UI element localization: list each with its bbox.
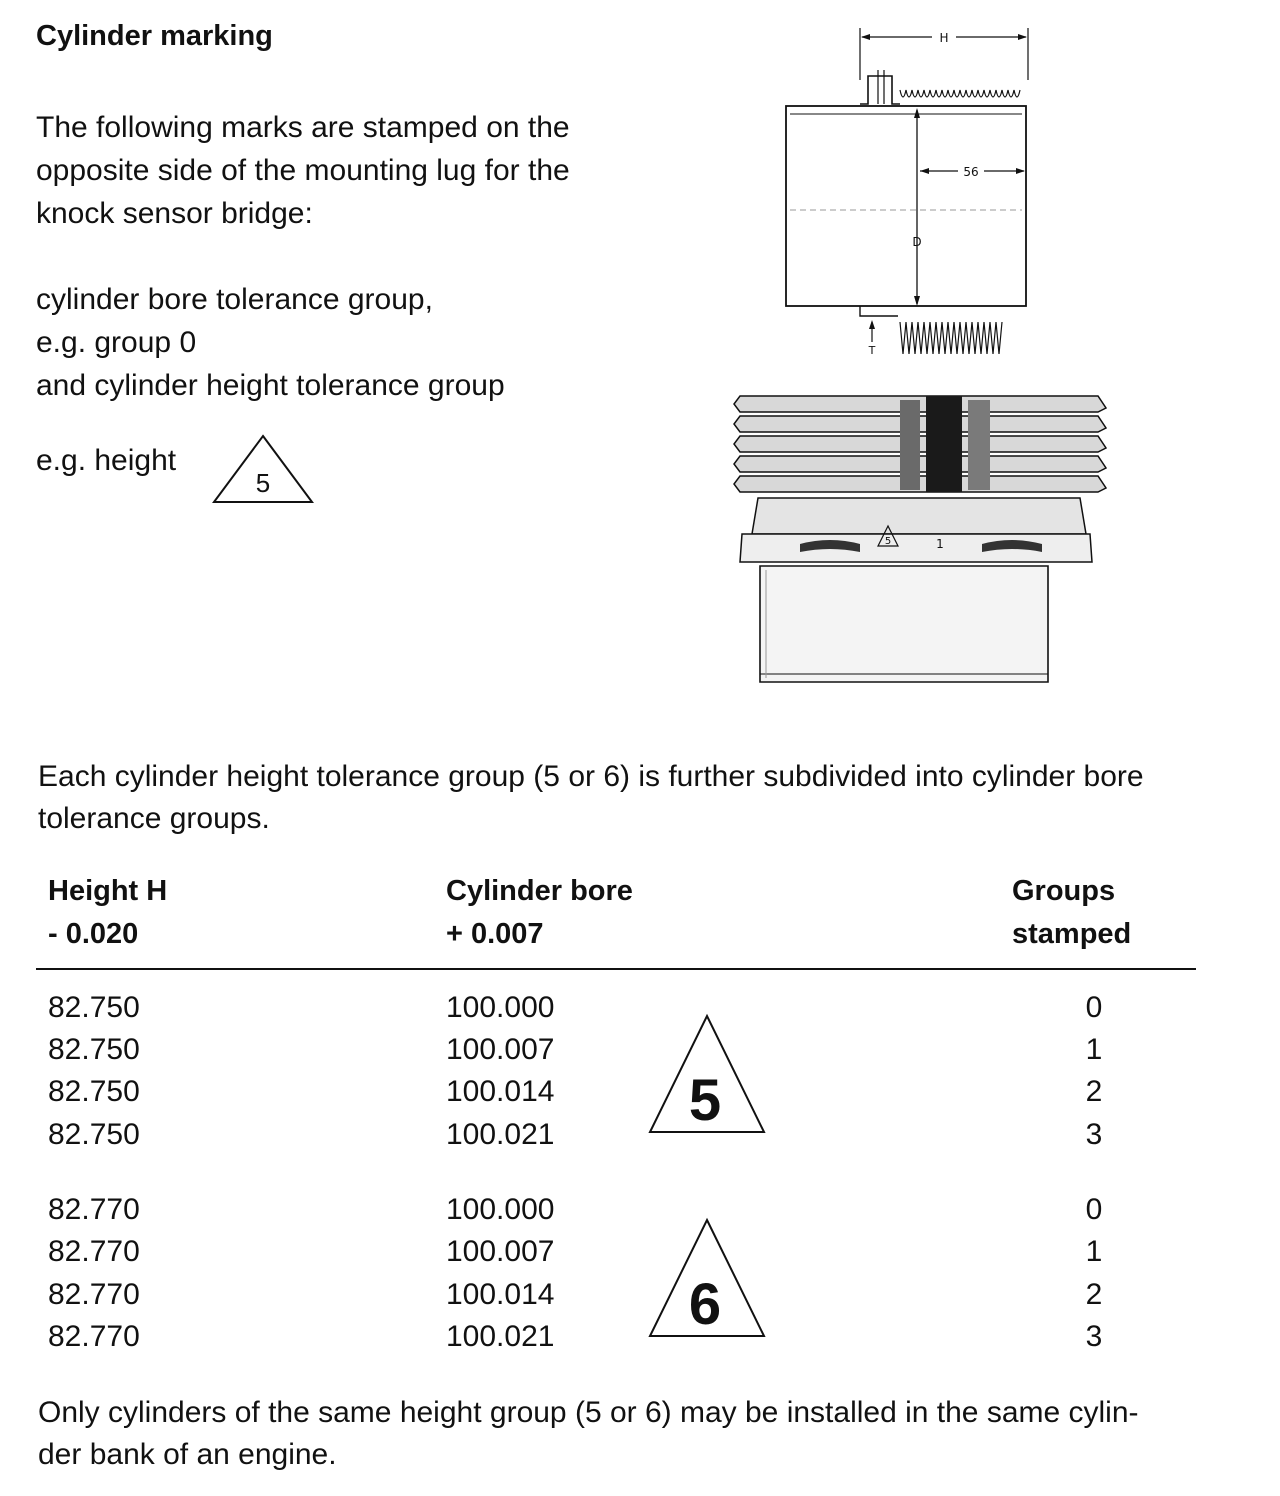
- cell-height: 82.770: [48, 1235, 140, 1268]
- height-group-6-icon: [644, 1216, 770, 1340]
- cell-group: 3: [1085, 1118, 1103, 1151]
- cell-height: 82.750: [48, 1033, 140, 1066]
- installation-note: [38, 1392, 1258, 1476]
- cell-height: 82.770: [48, 1320, 140, 1353]
- header-groups: [1012, 870, 1131, 956]
- header-height-line: Height H: [48, 875, 168, 907]
- cell-bore: 100.014: [446, 1075, 555, 1108]
- height-example-label: e.g. height: [36, 444, 177, 477]
- height-group-mark: 6: [688, 1272, 722, 1337]
- intro-line: The following marks are stamped on the: [36, 111, 570, 144]
- stamp-group-value: 1: [936, 537, 944, 551]
- dim-56-label: 56: [963, 165, 979, 179]
- cell-height: 82.770: [48, 1193, 140, 1226]
- header-bore-line: Cylinder bore: [446, 875, 633, 907]
- cell-bore: 100.021: [446, 1320, 555, 1353]
- intro-text: [36, 106, 676, 407]
- cell-bore: 100.000: [446, 1193, 555, 1226]
- cell-group: 2: [1085, 1075, 1103, 1108]
- page-title: Cylinder marking: [36, 20, 273, 52]
- cell-group: 1: [1085, 1235, 1103, 1268]
- dim-h-label: H: [939, 31, 949, 45]
- intro-line: opposite side of the mounting lug for the: [36, 154, 570, 187]
- note-line: Only cylinders of the same height group (5 or 6) may be installed in the same cylin-: [38, 1396, 1139, 1429]
- height-group-5-icon: [644, 1012, 770, 1136]
- stamp-mark-value: 5: [884, 536, 892, 547]
- height-example: [36, 432, 336, 512]
- intro-line: and cylinder height tolerance group: [36, 369, 505, 402]
- cell-bore: 100.021: [446, 1118, 555, 1151]
- cell-bore: 100.007: [446, 1235, 555, 1268]
- subdivision-paragraph: Each cylinder height tolerance group (5 or 6) is further subdivided into cylinder bore tolerance groups.: [38, 760, 1144, 835]
- cell-height: 82.770: [48, 1278, 140, 1311]
- intro-line: cylinder bore tolerance group,: [36, 283, 433, 316]
- cell-height: 82.750: [48, 1118, 140, 1151]
- cylinder-section-diagram: [760, 20, 1060, 370]
- cell-height: 82.750: [48, 991, 140, 1024]
- header-bore: [446, 870, 633, 956]
- height-mark-value: 5: [255, 468, 271, 498]
- cell-bore: 100.007: [446, 1033, 555, 1066]
- dim-t-label: T: [868, 344, 876, 357]
- header-height-line: - 0.020: [48, 918, 139, 950]
- intro-line: knock sensor bridge:: [36, 197, 313, 230]
- intro-line: e.g. group 0: [36, 326, 197, 359]
- cell-group: 0: [1085, 991, 1103, 1024]
- cell-height: 82.750: [48, 1075, 140, 1108]
- cell-bore: 100.000: [446, 991, 555, 1024]
- cell-group: 0: [1085, 1193, 1103, 1226]
- height-group-mark: 5: [688, 1068, 722, 1133]
- cylinder-photo-illustration: [730, 386, 1110, 686]
- table-divider: [36, 968, 1196, 970]
- header-bore-line: + 0.007: [446, 918, 544, 950]
- header-groups-line: stamped: [1012, 918, 1132, 950]
- dim-d-label: D: [912, 235, 922, 249]
- cell-group: 1: [1085, 1033, 1103, 1066]
- note-line: der bank of an engine.: [38, 1438, 337, 1471]
- cell-group: 3: [1085, 1320, 1103, 1353]
- cell-group: 2: [1085, 1278, 1103, 1311]
- header-height: [48, 870, 167, 956]
- header-groups-line: Groups: [1012, 875, 1116, 907]
- cell-bore: 100.014: [446, 1278, 555, 1311]
- height-mark-icon: [208, 432, 318, 508]
